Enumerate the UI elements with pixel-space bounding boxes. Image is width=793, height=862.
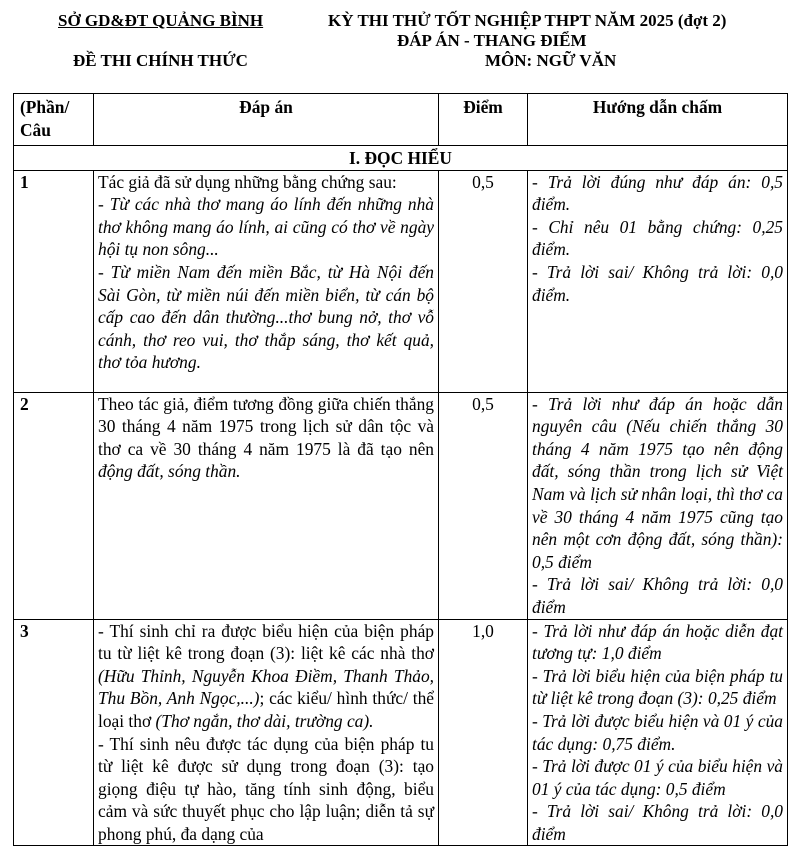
answer-text: Tác giả đã sử dụng những bằng chứng sau: xyxy=(98,171,397,192)
header-part xyxy=(14,94,94,146)
answer-text: Theo tác giả, điểm tương đồng giữa chiến thắng 30 tháng 4 năm 1975 trong lịch sử dân tộc và thơ ca về 30 tháng 4 năm 1975 là đã tạo nên xyxy=(98,393,434,459)
guide-text: - Chỉ nêu 01 bằng chứng: 0,25 điểm. xyxy=(532,216,783,260)
answer-text: - Từ các nhà thơ mang áo lính đến những nhà thơ không mang áo lính, ai cũng có thơ về ngày hội tụ non sông... xyxy=(98,194,434,260)
department-name: SỞ GD&ĐT QUẢNG BÌNH xyxy=(58,11,264,30)
official-exam-label: ĐỀ THI CHÍNH THỨC xyxy=(73,51,248,70)
score-cell: 0,5 xyxy=(439,170,528,392)
answer-cell xyxy=(94,170,439,392)
question-number: 2 xyxy=(14,392,94,619)
answer-text xyxy=(98,620,434,733)
answer-cell xyxy=(94,619,439,846)
header-guide: Hướng dẫn chấm xyxy=(528,94,788,146)
guide-text: - Trả lời đúng như đáp án: 0,5 điểm. xyxy=(532,171,783,215)
header-answer: Đáp án xyxy=(94,94,439,146)
guide-text: - Trả lời biểu hiện của biện pháp tu từ liệt kê trong đoạn (3): 0,25 điểm xyxy=(532,665,783,709)
guide-cell xyxy=(528,619,788,846)
answer-cell xyxy=(94,392,439,619)
guide-text: - Trả lời sai/ Không trả lời: 0,0 điểm xyxy=(532,574,783,617)
answer-table xyxy=(13,93,788,846)
header-part-line1: (Phần/ xyxy=(20,97,70,117)
table-row xyxy=(14,170,788,392)
answer-text-italic: (Hữu Thỉnh, Nguyễn Khoa Điềm, Thanh Thảo, Thu Bồn, Anh Ngọc,...) xyxy=(98,665,434,709)
question-number: 3 xyxy=(14,619,94,846)
table-row xyxy=(14,392,788,619)
header-part-line2: Câu xyxy=(20,119,51,140)
subject-title: MÔN: NGỮ VĂN xyxy=(485,51,617,70)
score-cell: 0,5 xyxy=(439,392,528,619)
answer-text: - Thí sinh nêu được tác dụng của biện pháp tu từ liệt kê được sử dụng trong đoạn (3): tạo giọng điệu tự hào, tăng tính sinh động, biểu cảm và sức thuyết phục cho lập luận; diễn tả sự phong phú, đa dạng của xyxy=(98,733,434,844)
section-row xyxy=(14,146,788,171)
table-header-row xyxy=(14,94,788,146)
table-row xyxy=(14,619,788,846)
score-cell: 1,0 xyxy=(439,619,528,846)
guide-cell xyxy=(528,170,788,392)
answer-text-italic: động đất, sóng thần. xyxy=(98,461,241,482)
guide-text: - Trả lời như đáp án hoặc diễn đạt tương tự: 1,0 điểm xyxy=(532,620,783,664)
guide-text: - Trả lời sai/ Không trả lời: 0,0 điểm. xyxy=(532,261,783,305)
answer-key-title: ĐÁP ÁN - THANG ĐIỂM xyxy=(397,31,587,50)
guide-cell xyxy=(528,392,788,619)
section-title: I. ĐỌC HIỂU xyxy=(14,146,788,171)
answer-text-italic: (Thơ ngắn, thơ dài, trường ca). xyxy=(155,710,374,731)
answer-text-part: - Thí sinh chỉ ra được biểu hiện của biện pháp tu từ liệt kê trong đoạn (3): liệt kê các nhà thơ xyxy=(98,620,434,664)
question-number: 1 xyxy=(14,170,94,392)
exam-title: KỲ THI THỬ TỐT NGHIỆP THPT NĂM 2025 (đợt 2) xyxy=(328,11,727,30)
answer-text-part: ; các kiểu/ hình thức/ thể loại thơ xyxy=(98,688,434,731)
header-score: Điểm xyxy=(439,94,528,146)
guide-text: - Trả lời được biểu hiện và 01 ý của tác dụng: 0,75 điểm. xyxy=(532,710,783,754)
guide-text: - Trả lời sai/ Không trả lời: 0,0 điểm xyxy=(532,801,783,844)
answer-text: - Từ miền Nam đến miền Bắc, từ Hà Nội đến Sài Gòn, từ miền núi đến miền biển, từ cán bộ cấp cao đến dân thường...thơ bung nở, thơ vỗ cánh, thơ reo vui, thơ thắp sáng, thơ kết quả, thơ tỏa hương. xyxy=(98,261,434,373)
guide-text: - Trả lời như đáp án hoặc dẫn nguyên câu (Nếu chiến thắng 30 tháng 4 năm 1975 tạo nên động đất, sóng thần trong lịch sử Việt Nam và lịch sử nhân loại, thì thơ ca về 30 tháng 4 năm 1975 cũng tạo nên một cơn động đất, sóng thần): 0,5 điểm xyxy=(532,393,783,572)
guide-text: - Trả lời được 01 ý của biểu hiện và 01 ý của tác dụng: 0,5 điểm xyxy=(532,756,783,799)
